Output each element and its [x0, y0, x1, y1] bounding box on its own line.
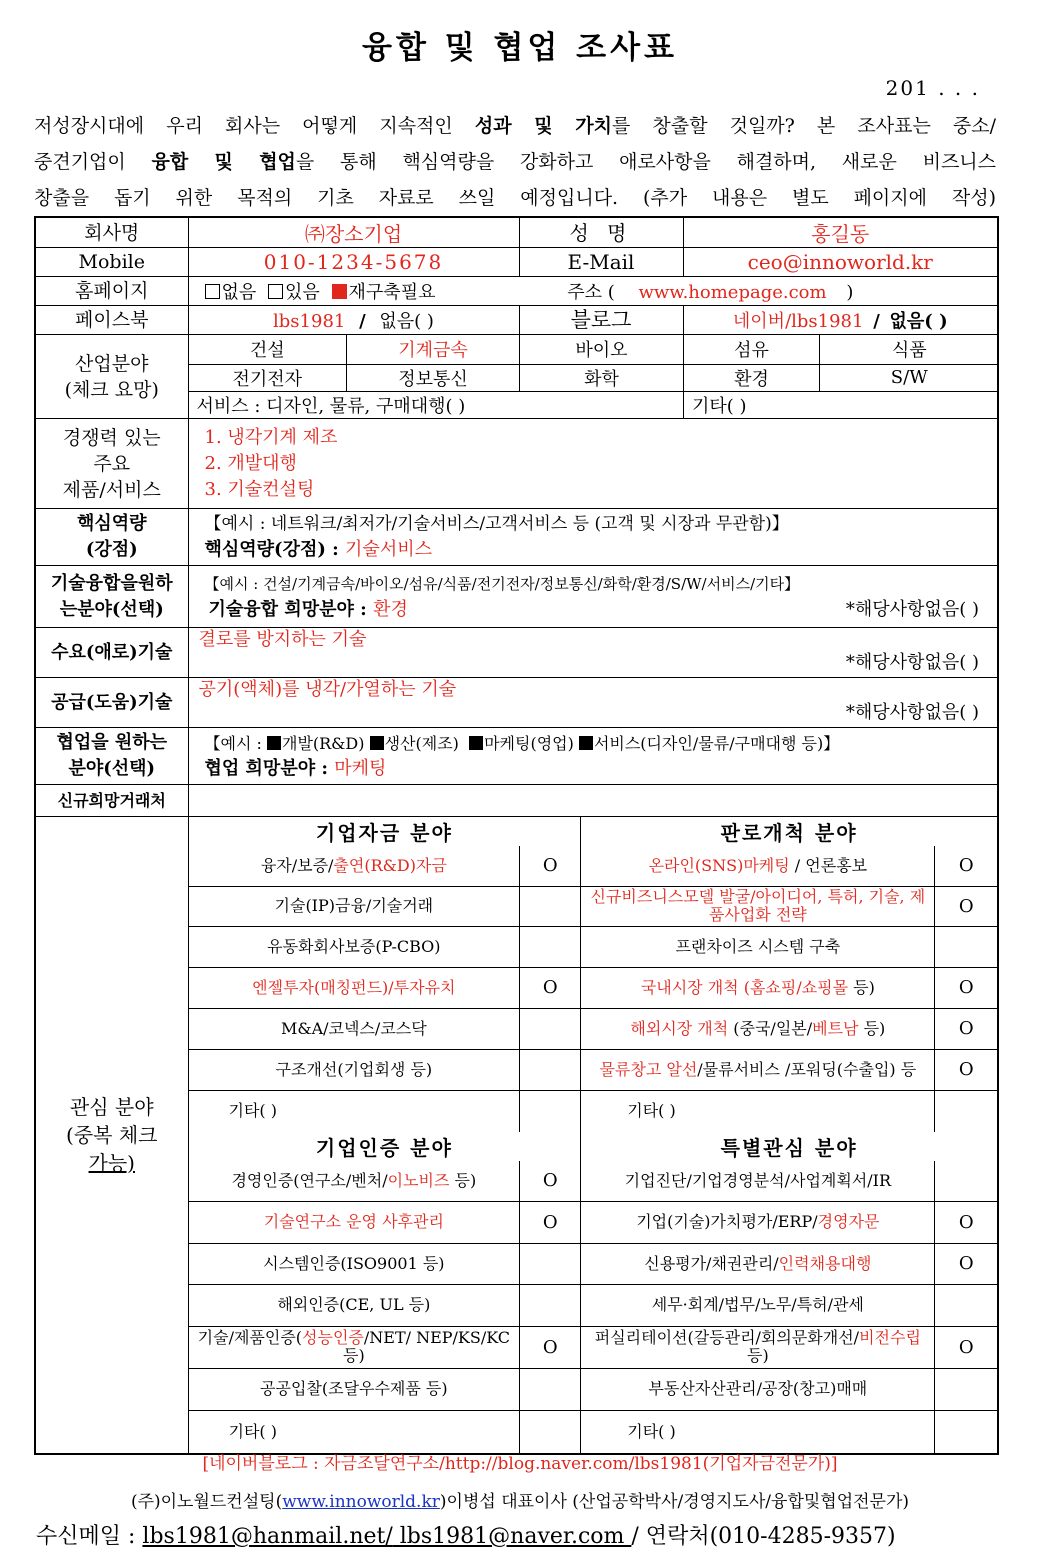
blog-label: 블로그 [519, 306, 683, 335]
interest-item-finance: 기타( ) [189, 1090, 520, 1132]
table-row [189, 1161, 998, 1201]
finance-section-header: 기업자금 분야 [189, 817, 581, 846]
demand-label: 수요(애로)기술 [35, 628, 188, 678]
company-name-label: 회사명 [35, 217, 188, 248]
interest-item-finance: M&A/코넥스/코스닥 [189, 1008, 520, 1049]
interest-item-cert: 기술연구소 운영 사후관리 [189, 1201, 520, 1243]
industry-option[interactable]: 섬유 [684, 335, 820, 364]
interest-check-special[interactable]: O [935, 1201, 997, 1243]
industry-label: 산업분야 (체크 요망) [35, 335, 188, 419]
supply-field[interactable]: 공기(액체)를 냉각/가열하는 기술 *해당사항없음( ) [188, 678, 998, 728]
interest-check-finance[interactable] [520, 1008, 581, 1049]
interest-item-finance: 구조개선(기업회생 등) [189, 1049, 520, 1090]
company-footer: (주)이노월드컨설팅(www.innoworld.kr)이병섭 대표이사 (산업공학박사/경영지도사/융합및협업전문가) [130, 1492, 910, 1512]
interest-item-cert: 공공입찰(조달우수제품 등) [189, 1368, 520, 1410]
interest-item-cert: 해외인증(CE, UL 등) [189, 1284, 520, 1326]
interest-check-special[interactable]: O [935, 1326, 997, 1368]
fusion-label: 기술융합을원하 는분야(선택) [35, 566, 188, 628]
interest-check-special[interactable] [935, 1410, 997, 1453]
survey-form [34, 216, 999, 1455]
interest-check-sales[interactable]: O [935, 846, 997, 886]
table-row [189, 1326, 998, 1368]
interest-check-finance[interactable] [520, 1090, 581, 1132]
blog-footer: [네이버블로그 : 자금조달연구소/http://blog.naver.com/lbs1981(기업자금전문가)] [202, 1454, 838, 1474]
interest-item-special: 신용평가/채권관리/인력채용대행 [581, 1243, 935, 1284]
interest-item-special: 기타( ) [581, 1410, 935, 1453]
interest-check-sales[interactable] [935, 1090, 997, 1132]
mail-link-hanmail[interactable]: lbs1981@hanmail.net/ [142, 1524, 393, 1549]
demand-field[interactable]: 결로를 방지하는 기술 *해당사항없음( ) [188, 628, 998, 678]
interest-check-cert[interactable] [520, 1368, 581, 1410]
mobile-label: Mobile [35, 248, 188, 277]
interest-check-sales[interactable]: O [935, 967, 997, 1008]
company-name-field[interactable]: ㈜장소기업 [188, 217, 519, 248]
interest-check-cert[interactable]: O [520, 1326, 581, 1368]
interest-item-cert: 경영인증(연구소/벤처/이노비즈 등) [189, 1161, 520, 1201]
interest-check-sales[interactable]: O [935, 886, 997, 926]
interest-check-finance[interactable] [520, 886, 581, 926]
company-website-link[interactable]: www.innoworld.kr [282, 1492, 440, 1512]
interest-check-sales[interactable] [935, 926, 997, 967]
industry-option[interactable]: 전기전자 [189, 364, 347, 391]
person-name-label: 성 명 [519, 217, 683, 248]
interest-item-sales: 온라인(SNS)마케팅 / 언론홍보 [581, 846, 935, 886]
interest-item-special: 세무·회계/법무/노무/특허/관세 [581, 1284, 935, 1326]
table-row [189, 926, 998, 967]
list-item: 3. 기술컨설팅 [204, 478, 315, 500]
industry-option[interactable]: 바이오 [520, 335, 684, 364]
interest-check-cert[interactable] [520, 1410, 581, 1453]
email-field[interactable]: ceo@innoworld.kr [683, 248, 998, 277]
interest-item-sales: 신규비즈니스모델 발굴/아이디어, 특허, 기술, 제품사업화 전략 [581, 886, 935, 926]
sales-section-header: 판로개척 분야 [581, 817, 997, 846]
hp-exists-checkbox[interactable]: 있음 [268, 282, 320, 303]
table-row [189, 846, 998, 886]
industry-service-field[interactable]: 서비스 : 디자인, 물류, 구매대행( ) [189, 391, 684, 418]
interest-item-finance: 기술(IP)금융/기술거래 [189, 886, 520, 926]
industry-option[interactable]: S/W [820, 364, 999, 391]
list-item: 2. 개발대행 [204, 452, 297, 474]
interest-item-finance: 유동화회사보증(P-CBO) [189, 926, 520, 967]
fusion-field[interactable]: 【예시 : 건설/기계금속/바이오/섬유/식품/전기전자/정보통신/화학/환경/S/W/서비스/기타】 기술융합 희망분야 : 환경 *해당사항없음( ) [188, 566, 998, 628]
interest-check-finance[interactable]: O [520, 967, 581, 1008]
address-field[interactable]: www.homepage.com [638, 282, 827, 303]
collab-field[interactable]: 【예시 : 개발(R&D) 생산(제조) 마케팅(영업) 서비스(디자인/물류/구매대행 등)】 협업 희망분야 : 마케팅 [188, 728, 998, 785]
core-field[interactable]: 【예시 : 네트워크/최저가/기술서비스/고객서비스 등 (고객 및 시장과 무관함)】 핵심역량(강점) : 기술서비스 [188, 509, 998, 566]
interest-item-special: 퍼실리테이션(갈등관리/회의문화개선/비전수립 등) [581, 1326, 935, 1368]
blog-field[interactable]: 네이버/lbs1981 / 없음( ) [683, 306, 998, 335]
table-row [189, 1201, 998, 1243]
table-row [189, 1049, 998, 1090]
email-label: E-Mail [519, 248, 683, 277]
mobile-field[interactable]: 010-1234-5678 [188, 248, 519, 277]
list-item: 1. 냉각기계 제조 [204, 426, 338, 448]
hp-rebuild-checkbox[interactable]: 재구축필요 [332, 282, 436, 303]
new-partner-label: 신규희망거래처 [35, 785, 188, 817]
facebook-field[interactable]: lbs1981 / 없음( ) [188, 306, 519, 335]
cert-section-header: 기업인증 분야 [189, 1132, 581, 1161]
interest-item-sales: 국내시장 개척 (홈쇼핑/쇼핑몰 등) [581, 967, 935, 1008]
hp-none-checkbox[interactable]: 없음 [205, 282, 257, 303]
interest-check-cert[interactable] [520, 1284, 581, 1326]
table-row [189, 1090, 998, 1132]
interest-check-finance[interactable] [520, 926, 581, 967]
interest-check-special[interactable] [935, 1161, 997, 1201]
interest-check-sales[interactable]: O [935, 1008, 997, 1049]
table-row [189, 1284, 998, 1326]
interest-item-sales: 해외시장 개척 (중국/일본/베트남 등) [581, 1008, 935, 1049]
interest-label: 관심 분야 (중복 체크 가능) [35, 817, 188, 1455]
interest-check-special[interactable]: O [935, 1243, 997, 1284]
interest-item-cert: 기타( ) [189, 1410, 520, 1453]
table-row [189, 1008, 998, 1049]
interest-item-sales: 물류창고 알선/물류서비스 /포워딩(수출입) 등 [581, 1049, 935, 1090]
industry-option[interactable]: 건설 [189, 335, 347, 364]
interest-item-special: 부동산자산관리/공장(창고)매매 [581, 1368, 935, 1410]
products-label: 경쟁력 있는 주요 제품/서비스 [35, 419, 188, 509]
facebook-label: 페이스북 [35, 306, 188, 335]
interest-check-finance[interactable]: O [520, 846, 581, 886]
interest-check-special[interactable] [935, 1368, 997, 1410]
interest-grid [188, 817, 998, 1455]
person-name-field[interactable]: 홍길동 [683, 217, 998, 248]
interest-check-cert[interactable]: O [520, 1161, 581, 1201]
interest-item-finance: 융자/보증/출연(R&D)자금 [189, 846, 520, 886]
table-row [189, 886, 998, 926]
industry-option[interactable]: 기계금속 [347, 335, 520, 364]
page-title: 융합 및 협업 조사표 [362, 30, 678, 66]
new-partner-field[interactable] [188, 785, 998, 817]
interest-item-special: 기업(기술)가치평가/ERP/경영자문 [581, 1201, 935, 1243]
interest-item-sales: 기타( ) [581, 1090, 935, 1132]
interest-item-cert: 기술/제품인증(성능인증/NET/ NEP/KS/KC 등) [189, 1326, 520, 1368]
special-section-header: 특별관심 분야 [581, 1132, 997, 1161]
collab-label: 협업을 원하는 분야(선택) [35, 728, 188, 785]
interest-item-finance: 엔젤투자(매칭펀드)/투자유치 [189, 967, 520, 1008]
table-row [189, 1243, 998, 1284]
interest-item-cert: 시스템인증(ISO9001 등) [189, 1243, 520, 1284]
intro-text: 저성장시대에 우리 회사는 어떻게 지속적인 성과 및 가치를 창출할 것일까? 본 조사표는 중소/ 중견기업이 융합 및 협업을 통해 핵심역량을 강화하고 애로사항을 해결하며, 새로운 비즈니스 창출을 돕기 위한 목적의 기초 자료로 쓰일 예정입니다. (추가 내용은 별도 페이지에 작성) [34, 115, 997, 209]
mail-link-naver[interactable]: lbs1981@naver.com [392, 1524, 632, 1549]
contact-footer: 수신메일 : lbs1981@hanmail.net/ lbs1981@naver.com / 연락처(010-4285-9357) [36, 1524, 896, 1549]
industry-grid [188, 335, 998, 419]
table-row [189, 1368, 998, 1410]
industry-option[interactable]: 식품 [820, 335, 999, 364]
industry-option[interactable]: 정보통신 [347, 364, 520, 391]
products-field[interactable] [188, 419, 998, 509]
address-label: 주소 ( [567, 282, 615, 303]
interest-item-special: 기업진단/기업경영분석/사업계획서/IR [581, 1161, 935, 1201]
industry-other-field[interactable]: 기타( ) [684, 391, 999, 418]
industry-option[interactable]: 화학 [520, 364, 684, 391]
supply-label: 공급(도움)기술 [35, 678, 188, 728]
homepage-label: 홈페이지 [35, 277, 188, 306]
date-field[interactable]: 201 . . . [885, 76, 980, 100]
interest-check-finance[interactable] [520, 1049, 581, 1090]
interest-check-sales[interactable]: O [935, 1049, 997, 1090]
interest-item-sales: 프랜차이즈 시스템 구축 [581, 926, 935, 967]
interest-check-cert[interactable] [520, 1243, 581, 1284]
table-row [189, 1410, 998, 1453]
table-row [189, 967, 998, 1008]
core-label: 핵심역량 (강점) [35, 509, 188, 566]
interest-check-special[interactable] [935, 1284, 997, 1326]
homepage-options: 없음 있음 재구축필요 주소 ( www.homepage.com ) [188, 277, 998, 306]
industry-option[interactable]: 환경 [684, 364, 820, 391]
interest-check-cert[interactable]: O [520, 1201, 581, 1243]
